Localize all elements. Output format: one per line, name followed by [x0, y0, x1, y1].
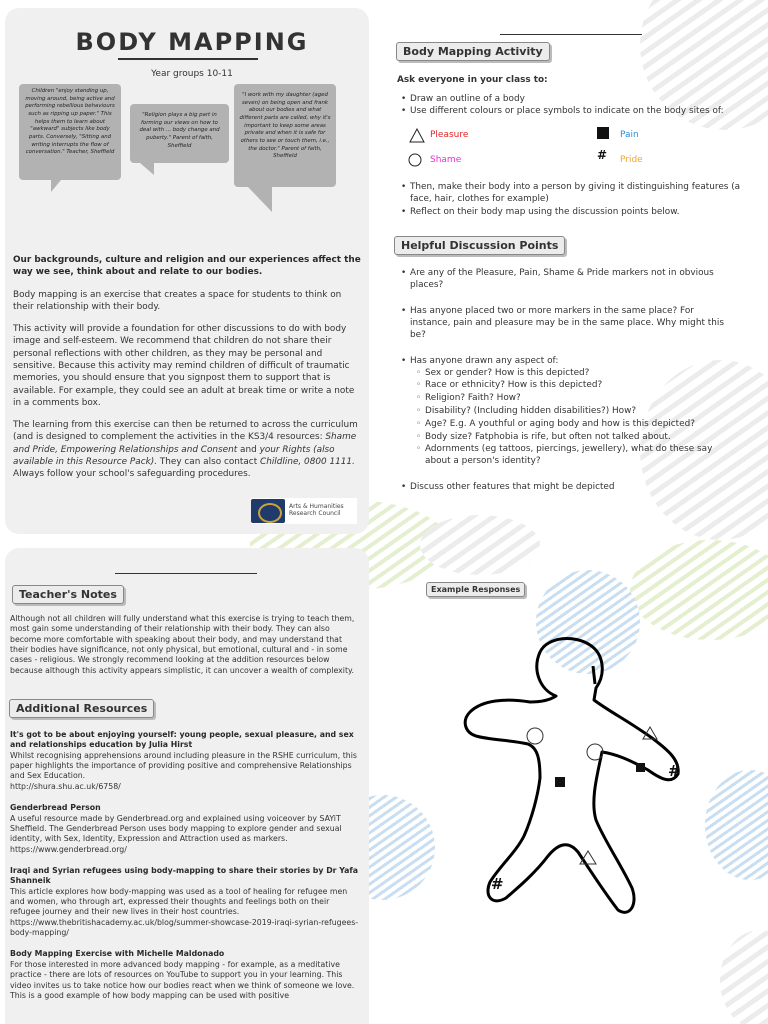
divider-line	[500, 34, 642, 35]
page-title: BODY MAPPING	[75, 28, 309, 56]
legend-pleasure: Pleasure	[430, 130, 469, 140]
year-groups-label: Year groups 10-11	[151, 69, 233, 79]
resource-item	[10, 730, 360, 792]
hash-icon: #	[491, 875, 504, 893]
square-icon	[636, 763, 645, 772]
discussion-heading: Helpful Discussion Points	[394, 236, 565, 255]
circle-icon	[408, 153, 422, 167]
resource-item	[10, 866, 360, 939]
square-icon	[555, 777, 565, 787]
teachers-notes-text: Although not all children will fully understand what this exercise is trying to teach them, most gain some understanding of their relationship with their body. They can also become more comfortable with speaking about their body, and may understand that their bodies have significance, not only physical, but emotional, cultural and - in some cases - religious. We strongly recommend looking at the addition resources below because although this activity appears simplistic, it can uncover a wealth of complexity.	[10, 614, 355, 675]
quote-bubble-parent-daughter: "I work with my daughter (aged seven) on being open and frank about our bodies and what different parts are called, why it's important to keep some areas private and when it is safe for others to see or touch them, i.e., the doctor." Parent of faith, Sheffield	[234, 84, 336, 187]
discussion-point: • Has anyone placed two or more markers in the same place? For instance, pain and pleasure may be in the same place. Why might this be?	[401, 305, 737, 341]
resource-list	[10, 730, 360, 1012]
additional-resources-heading: Additional Resources	[9, 699, 154, 718]
discussion-subpoint: ◦ Adornments (eg tattoos, piercings, jewellery), what do these say about a person's identity?	[416, 443, 720, 467]
discussion-subpoint: ◦ Race or ethnicity? How is this depicted?	[416, 379, 736, 391]
funder-logo	[251, 498, 357, 524]
quote-bubble-parent-religion: "Religion plays a big part in forming our views on how to deal with ... body change and puberty." Parent of faith, Sheffield	[130, 104, 229, 163]
decorative-stripe-circle	[720, 930, 768, 1024]
activity-bullet: • Reflect on their body map using the discussion points below.	[401, 206, 743, 218]
discussion-subpoint: ◦ Disability? (Including hidden disabilities?) How?	[416, 405, 736, 417]
activity-heading: Body Mapping Activity	[396, 42, 550, 61]
decorative-stripe-circle	[630, 540, 768, 640]
discussion-subpoint: ◦ Religion? Faith? How?	[416, 392, 736, 404]
body-outline	[465, 639, 678, 913]
decorative-stripe-circle	[420, 515, 540, 575]
ahrc-logo-icon	[251, 499, 285, 523]
resource-item	[10, 949, 360, 1001]
resource-link[interactable]: https://www.genderbread.org/	[10, 844, 127, 854]
legend-shame: Shame	[430, 155, 462, 165]
teachers-notes-heading: Teacher's Notes	[12, 585, 124, 604]
resource-description: A useful resource made by Genderbread.org and explained using voiceover by SAYiT Sheffield. The Genderbread Person uses body mapping to explore gender and sexual identity, with Sex, Identity, Expression and Attraction used as markers.	[10, 813, 342, 844]
intro-paragraph: Body mapping is an exercise that creates a space for students to think on their relationship with their body.	[13, 289, 342, 312]
resource-link[interactable]: https://www.thebritishacademy.ac.uk/blog/summer-showcase-2019-iraqi-syrian-refugees-body-mapping/	[10, 917, 359, 938]
intro-bold-statement: Our backgrounds, culture and religion and our experiences affect the way we see, think about and relate to our bodies.	[13, 255, 361, 278]
discussion-subpoint: ◦ Age? E.g. A youthful or aging body and how is this depicted?	[416, 418, 736, 430]
resource-link[interactable]: http://shura.shu.ac.uk/6758/	[10, 781, 121, 791]
square-icon	[597, 127, 609, 139]
discussion-point: • Are any of the Pleasure, Pain, Shame & Pride markers not in obvious places?	[401, 267, 737, 291]
resource-description: Whilst recognising apprehensions around including pleasure in the RSHE curriculum, this paper highlights the importance of providing positive and comprehensive Relationships and Sex Education.	[10, 750, 357, 781]
activity-bullet: • Then, make their body into a person by giving it distinguishing features (a face, hair, clothes for example)	[401, 181, 743, 205]
resource-item	[10, 803, 360, 855]
resource-description: This article explores how body-mapping was used as a tool of healing for refugee men and women, who through art, expressed their thoughts and feelings both on their refugee journey and their new lives in their host countries.	[10, 886, 348, 917]
resource-title: Iraqi and Syrian refugees using body-mapping to share their stories by Dr Yafa Shanneik	[10, 865, 359, 886]
title-underline	[118, 58, 258, 60]
quote-bubble-teacher: Children "enjoy standing up, moving around, being active and performing rebellious behaviours such as ripping up paper." This helps them to learn about "awkward" subjects like body parts. Conversely, "Sitting and writing interrupts the flow of conversation." Teacher, Sheffield	[19, 84, 121, 180]
resource-description: For those interested in more advanced body mapping - for example, as a meditative practice - there are lots of resources on YouTube to support you in your learning. This video invites us to take notice how our bodies react when we think of someone we love. This is a good example of how body mapping can be used with positive	[10, 959, 355, 1000]
activity-bullet: • Use different colours or place symbols to indicate on the body sites of:	[401, 105, 741, 117]
discussion-point: • Discuss other features that might be depicted	[401, 481, 737, 493]
intro-text	[13, 254, 363, 491]
discussion-subpoint: ◦ Sex or gender? How is this depicted?	[416, 367, 736, 379]
discussion-subpoint: ◦ Body size? Fatphobia is rife, but often not talked about.	[416, 431, 736, 443]
activity-bullet: • Draw an outline of a body	[401, 93, 741, 105]
activity-instruction: Ask everyone in your class to:	[397, 75, 548, 85]
resource-title: It's got to be about enjoying yourself: young people, sexual pleasure, and sex and relationships education by Julia Hirst	[10, 730, 354, 750]
hash-icon: #	[668, 762, 681, 780]
hash-icon: #	[597, 148, 608, 162]
funder-name: Arts & Humanities Research Council	[289, 503, 344, 517]
resource-title: Genderbread Person	[10, 803, 101, 813]
legend-pain: Pain	[620, 130, 639, 140]
discussion-point: • Has anyone drawn any aspect of:	[401, 355, 737, 367]
triangle-icon	[409, 128, 425, 143]
neck-mark	[593, 666, 595, 684]
circle-icon	[527, 728, 543, 744]
example-responses-heading: Example Responses	[426, 582, 525, 597]
legend-pride: Pride	[620, 155, 643, 165]
resource-title: Body Mapping Exercise with Michelle Maldonado	[10, 949, 225, 959]
intro-paragraph: This activity will provide a foundation for other discussions to do with body image and self-esteem. We recommend that children do not share their personal reflections with other children, as they may be personal and sensitive. Because this activity may remind children of difficult of traumatic memories, you should ensure that you signpost them to support that is available. For example, they could see an adult at break time or write a note in a comments box.	[13, 324, 355, 408]
decorative-stripe-circle	[705, 770, 768, 880]
divider-line	[115, 573, 257, 574]
intro-paragraph: The learning from this exercise can then be returned to across the curriculum (and is designed to complement the activities in the KS3/4 resources: Shame and Pride, Empowering Relationships and Consent and your Rights (also available in this Resource Pack). They can also contact Childline, 0800 1111. Always follow your school's safeguarding procedures.	[13, 420, 358, 480]
body-map-drawing	[460, 630, 700, 920]
